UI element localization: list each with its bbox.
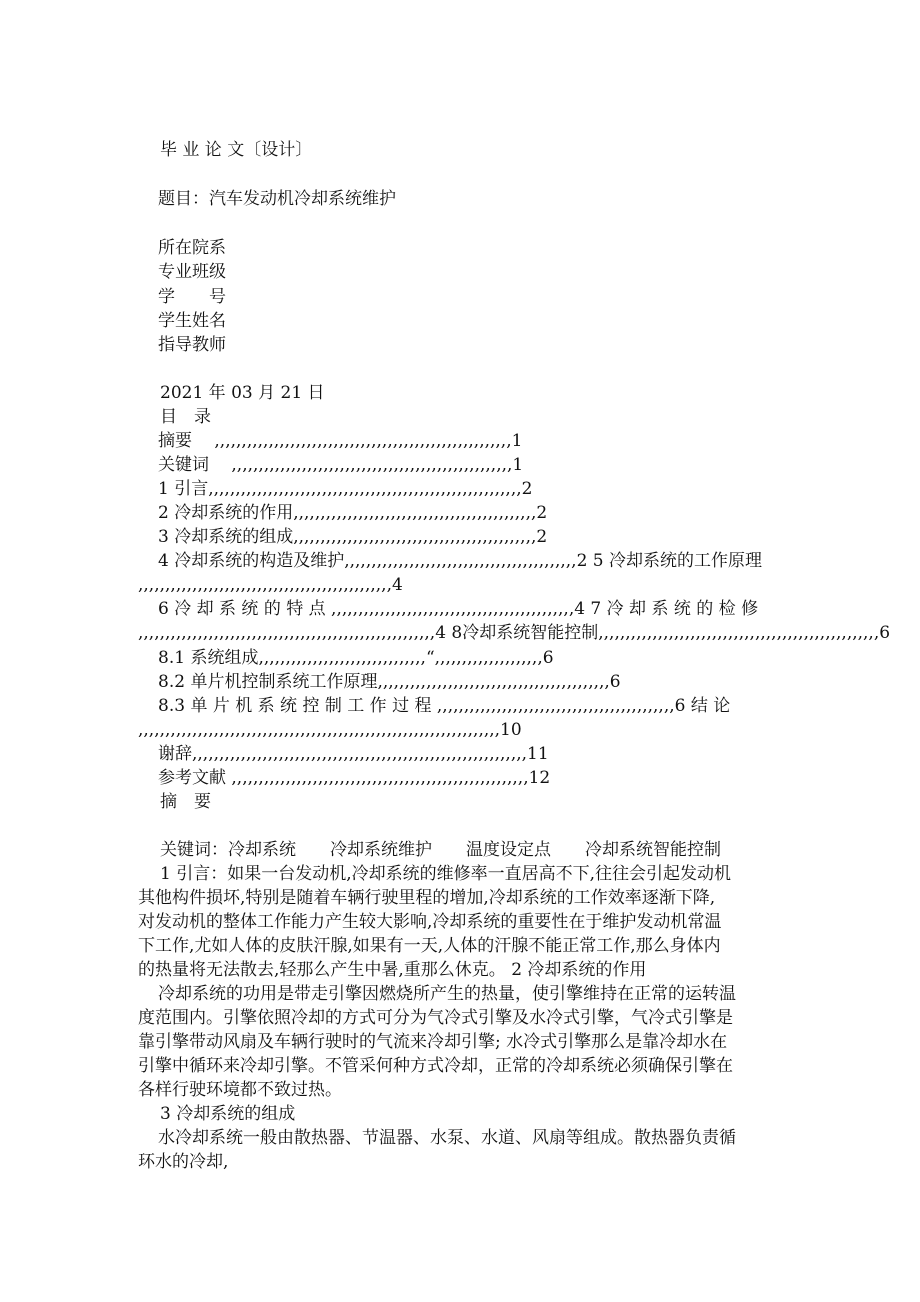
- toc-line: ,,,,,,,,,,,,,,,,,,,,,,,,,,,,,,,,,,,,,,,,,,,,,,,,,,,,,,,,,,,,,,,,,,,10: [138, 720, 522, 740]
- toc-line: 8.3 单 片 机 系 统 控 制 工 作 过 程 ,,,,,,,,,,,,,,,,,,,,,,,,,,,,,,,,,,,,,,,,,,,,6 结 论: [158, 696, 731, 716]
- cover-field-department: 所在院系: [158, 238, 226, 258]
- cover-field-student-name: 学生姓名: [158, 311, 226, 331]
- toc-line: 2 冷却系统的作用,,,,,,,,,,,,,,,,,,,,,,,,,,,,,,,,,,,,,,,,,,,,,2: [158, 503, 548, 523]
- toc-line: ,,,,,,,,,,,,,,,,,,,,,,,,,,,,,,,,,,,,,,,,,,,,,,,4: [138, 575, 403, 595]
- toc-line: 谢辞,,,,,,,,,,,,,,,,,,,,,,,,,,,,,,,,,,,,,,,,,,,,,,,,,,,,,,,,,,,,,,11: [158, 744, 549, 764]
- toc-line: 1 引言,,,,,,,,,,,,,,,,,,,,,,,,,,,,,,,,,,,,,,,,,,,,,,,,,,,,,,,,,,2: [158, 479, 533, 499]
- cover-field-advisor: 指导教师: [158, 335, 226, 355]
- thesis-topic: 题目：汽车发动机冷却系统维护: [158, 189, 396, 209]
- body-line: 靠引擎带动风扇及车辆行驶时的气流来冷却引擎; 水冷式引擎那么是靠冷却水在: [138, 1032, 728, 1052]
- cover-field-class: 专业班级: [158, 262, 226, 282]
- toc-line: 8.2 单片机控制系统工作原理,,,,,,,,,,,,,,,,,,,,,,,,,,,,,,,,,,,,,,,,,,,6: [158, 672, 621, 692]
- toc-line: 4 冷却系统的构造及维护,,,,,,,,,,,,,,,,,,,,,,,,,,,,,,,,,,,,,,,,,,,2 5 冷却系统的工作原理: [158, 551, 763, 571]
- toc-line: 参考文献 ,,,,,,,,,,,,,,,,,,,,,,,,,,,,,,,,,,,,,,,,,,,,,,,,,,,,,,,12: [158, 768, 551, 788]
- body-line: 环水的冷却,: [138, 1152, 229, 1172]
- toc-heading: 目 录: [160, 407, 211, 427]
- section-heading: 3 冷却系统的组成: [160, 1104, 296, 1124]
- cover-date: 2021 年 03 月 21 日: [160, 383, 325, 403]
- cover-field-student-id: 学 号: [158, 287, 226, 307]
- body-line: 引擎中循环来冷却引擎。不管采何种方式冷却，正常的冷却系统必须确保引擎在: [138, 1056, 733, 1076]
- body-line: 度范围内。引擎依照冷却的方式可分为气冷式引擎及水冷式引擎，气冷式引擎是: [138, 1008, 733, 1028]
- toc-line: ,,,,,,,,,,,,,,,,,,,,,,,,,,,,,,,,,,,,,,,,,,,,,,,,,,,,,,,4 8冷却系统智能控制,,,,,,,,,,,,,,,,,,,,,,,,,,,,,,,,,,,,,,,,,,,,,,,,,,,,6: [138, 623, 891, 643]
- body-line: 下工作,尤如人体的皮肤汗腺,如果有一天,人体的汗腺不能正常工作,那么身体内: [138, 936, 721, 956]
- toc-line: 关键词 ,,,,,,,,,,,,,,,,,,,,,,,,,,,,,,,,,,,,,,,,,,,,,,,,,,,,1: [158, 455, 524, 475]
- body-line: 水冷却系统一般由散热器、节温器、水泵、水道、风扇等组成。散热器负责循: [158, 1128, 736, 1148]
- body-line: 冷却系统的功用是带走引擎因燃烧所产生的热量，使引擎维持在正常的运转温: [158, 984, 736, 1004]
- keywords-line: 关键词：冷却系统 冷却系统维护 温度设定点 冷却系统智能控制: [160, 840, 721, 860]
- toc-line: 6 冷 却 系 统 的 特 点 ,,,,,,,,,,,,,,,,,,,,,,,,,,,,,,,,,,,,,,,,,,,,,4 7 冷 却 系 统 的 检 修: [158, 599, 759, 619]
- body-line: 的热量将无法散去,轻那么产生中暑,重那么休克。 2 冷却系统的作用: [138, 960, 647, 980]
- toc-line: 摘要 ,,,,,,,,,,,,,,,,,,,,,,,,,,,,,,,,,,,,,,,,,,,,,,,,,,,,,,,1: [158, 431, 523, 451]
- body-line: 对发动机的整体工作能力产生较大影响,冷却系统的重要性在于维护发动机常温: [138, 912, 722, 932]
- body-line: 1 引言：如果一台发动机,冷却系统的维修率一直居高不下,往往会引起发动机: [160, 864, 732, 884]
- thesis-title: 毕 业 论 文〔设计〕: [160, 140, 313, 160]
- abstract-heading: 摘 要: [160, 792, 211, 812]
- toc-line: 8.1 系统组成,,,,,,,,,,,,,,,,,,,,,,,,,,,,,,,“,,,,,,,,,,,,,,,,,,,,6: [158, 648, 554, 668]
- toc-line: 3 冷却系统的组成,,,,,,,,,,,,,,,,,,,,,,,,,,,,,,,,,,,,,,,,,,,,,2: [158, 527, 548, 547]
- body-line: 各样行驶环境都不致过热。: [138, 1080, 342, 1100]
- body-line: 其他构件损坏,特别是随着车辆行驶里程的增加,冷却系统的工作效率逐渐下降,: [138, 888, 716, 908]
